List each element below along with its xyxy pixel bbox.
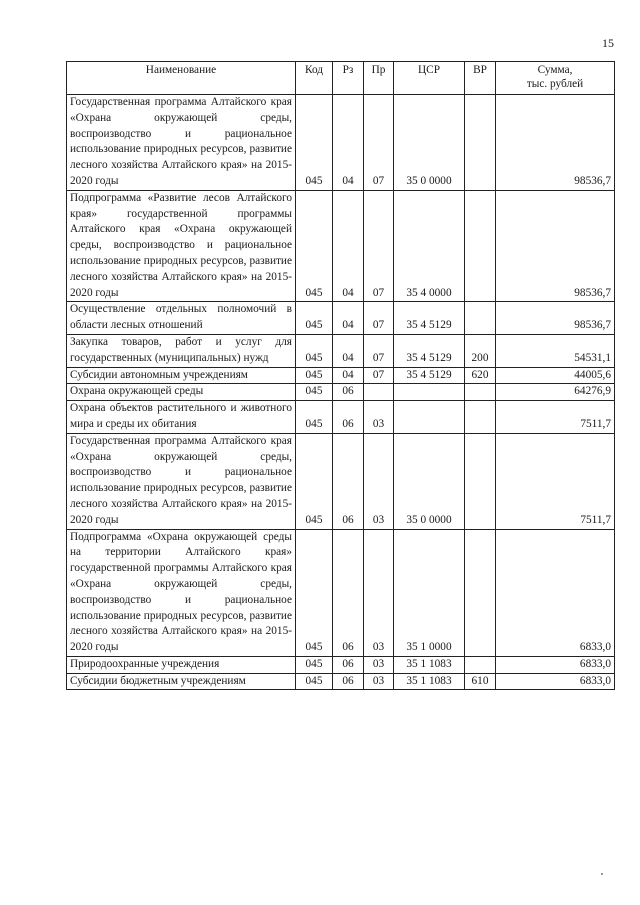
cell-csr: 35 0 0000 — [394, 433, 465, 529]
cell-rz: 06 — [333, 401, 364, 434]
cell-kod: 045 — [296, 95, 333, 191]
cell-sum: 64276,9 — [496, 384, 615, 401]
scan-speck — [601, 873, 603, 875]
cell-kod: 045 — [296, 656, 333, 673]
cell-sum: 7511,7 — [496, 401, 615, 434]
header-sum-line1: Сумма, — [537, 64, 573, 76]
cell-vr — [465, 190, 496, 302]
cell-vr — [465, 302, 496, 335]
cell-name: Подпрограмма «Развитие лесов Алтайского края» государственной программы Алтайского края «Охрана окружающей среды, воспроизводство и рациональное использование природных ресурсов, развитие лесного хозяйства Алтайского края» на 2015-2020 годы — [67, 190, 296, 302]
table-row — [67, 190, 615, 302]
table-header-row — [67, 62, 615, 95]
header-sum — [496, 62, 615, 95]
cell-vr — [465, 95, 496, 191]
cell-name: Закупка товаров, работ и услуг для государственных (муниципальных) нужд — [67, 334, 296, 367]
cell-csr — [394, 384, 465, 401]
cell-pr: 03 — [364, 529, 394, 656]
cell-kod: 045 — [296, 334, 333, 367]
cell-csr: 35 4 5129 — [394, 334, 465, 367]
cell-csr: 35 1 1083 — [394, 656, 465, 673]
cell-kod: 045 — [296, 673, 333, 690]
cell-kod: 045 — [296, 433, 333, 529]
cell-rz: 04 — [333, 334, 364, 367]
header-name: Наименование — [67, 62, 296, 95]
cell-sum: 98536,7 — [496, 190, 615, 302]
cell-rz: 06 — [333, 656, 364, 673]
cell-csr: 35 4 0000 — [394, 190, 465, 302]
cell-kod: 045 — [296, 384, 333, 401]
table-row — [67, 367, 615, 384]
header-vr: ВР — [465, 62, 496, 95]
table-row — [67, 433, 615, 529]
cell-name: Подпрограмма «Охрана окружающей среды на территории Алтайского края» государственной программы Алтайского края «Охрана окружающей среды, воспроизводство и рациональное использование природных ресурсов, развитие лесного хозяйства Алтайского края» на 2015-2020 годы — [67, 529, 296, 656]
cell-kod: 045 — [296, 302, 333, 335]
cell-vr — [465, 529, 496, 656]
cell-name: Охрана окружающей среды — [67, 384, 296, 401]
cell-kod: 045 — [296, 190, 333, 302]
cell-rz: 06 — [333, 673, 364, 690]
table-row — [67, 302, 615, 335]
cell-rz: 04 — [333, 367, 364, 384]
page-number: 15 — [602, 36, 614, 50]
cell-sum: 54531,1 — [496, 334, 615, 367]
cell-pr: 03 — [364, 673, 394, 690]
header-sum-line2: тыс. рублей — [526, 78, 584, 90]
cell-vr — [465, 401, 496, 434]
cell-name: Государственная программа Алтайского края «Охрана окружающей среды, воспроизводство и рациональное использование природных ресурсов, развитие лесного хозяйства Алтайского края» на 2015-2020 годы — [67, 433, 296, 529]
cell-name: Осуществление отдельных полномочий в области лесных отношений — [67, 302, 296, 335]
cell-sum: 6833,0 — [496, 673, 615, 690]
cell-csr: 35 1 0000 — [394, 529, 465, 656]
table-row — [67, 401, 615, 434]
cell-pr: 03 — [364, 401, 394, 434]
cell-pr: 07 — [364, 190, 394, 302]
cell-rz: 04 — [333, 190, 364, 302]
cell-vr — [465, 433, 496, 529]
header-csr: ЦСР — [394, 62, 465, 95]
cell-name: Субсидии бюджетным учреждениям — [67, 673, 296, 690]
cell-rz: 06 — [333, 433, 364, 529]
cell-kod: 045 — [296, 367, 333, 384]
table-row — [67, 95, 615, 191]
cell-sum: 6833,0 — [496, 529, 615, 656]
cell-vr: 610 — [465, 673, 496, 690]
budget-table — [66, 61, 615, 690]
table-row — [67, 334, 615, 367]
cell-name: Субсидии автономным учреждениям — [67, 367, 296, 384]
cell-rz: 06 — [333, 384, 364, 401]
table-row — [67, 529, 615, 656]
cell-csr: 35 4 5129 — [394, 367, 465, 384]
cell-name: Охрана объектов растительного и животного мира и среды их обитания — [67, 401, 296, 434]
cell-vr — [465, 384, 496, 401]
cell-vr: 200 — [465, 334, 496, 367]
cell-pr — [364, 384, 394, 401]
cell-csr — [394, 401, 465, 434]
cell-vr — [465, 656, 496, 673]
cell-pr: 07 — [364, 95, 394, 191]
cell-csr: 35 1 1083 — [394, 673, 465, 690]
cell-pr: 03 — [364, 656, 394, 673]
cell-sum: 44005,6 — [496, 367, 615, 384]
table-row — [67, 656, 615, 673]
cell-pr: 03 — [364, 433, 394, 529]
cell-csr: 35 0 0000 — [394, 95, 465, 191]
header-kod: Код — [296, 62, 333, 95]
cell-kod: 045 — [296, 529, 333, 656]
cell-sum: 98536,7 — [496, 302, 615, 335]
header-rz: Рз — [333, 62, 364, 95]
cell-csr: 35 4 5129 — [394, 302, 465, 335]
cell-rz: 06 — [333, 529, 364, 656]
table-row — [67, 673, 615, 690]
cell-rz: 04 — [333, 302, 364, 335]
cell-sum: 7511,7 — [496, 433, 615, 529]
cell-sum: 98536,7 — [496, 95, 615, 191]
cell-sum: 6833,0 — [496, 656, 615, 673]
cell-name: Государственная программа Алтайского края «Охрана окружающей среды, воспроизводство и рациональное использование природных ресурсов, развитие лесного хозяйства Алтайского края» на 2015-2020 годы — [67, 95, 296, 191]
cell-name: Природоохранные учреждения — [67, 656, 296, 673]
cell-vr: 620 — [465, 367, 496, 384]
cell-pr: 07 — [364, 367, 394, 384]
header-pr: Пр — [364, 62, 394, 95]
cell-kod: 045 — [296, 401, 333, 434]
cell-pr: 07 — [364, 334, 394, 367]
cell-pr: 07 — [364, 302, 394, 335]
cell-rz: 04 — [333, 95, 364, 191]
table-row — [67, 384, 615, 401]
